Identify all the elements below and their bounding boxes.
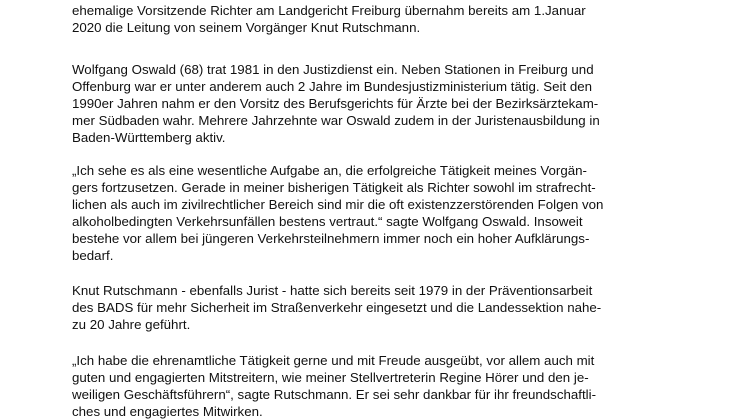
paragraph-4-line-3: zu 20 Jahre geführt. [72, 317, 191, 332]
paragraph-3-line-4: alkoholbedingten Verkehrsunfällen bestens vertraut.“ sagte Wolfgang Oswald. Insoweit [72, 214, 583, 229]
paragraph-2-line-3: 1990er Jahren nahm er den Vorsitz des Berufsgerichts für Ärzte bei der Bezirksärztekam- [72, 96, 599, 111]
paragraph-3-line-2: gers fortzusetzen. Gerade in meiner bisherigen Tätigkeit als Richter sowohl im strafrecht- [72, 180, 596, 195]
paragraph-5-line-2: guten und engagierten Mitstreitern, wie meiner Stellvertreterin Regine Hörer und den je- [72, 370, 589, 385]
paragraph-5-line-3: weiligen Geschäftsführern“, sagte Rutschmann. Er sei sehr dankbar für ihr freundschaftli- [72, 387, 596, 402]
paragraph-4-line-2: des BADS für mehr Sicherheit im Straßenverkehr eingesetzt und die Landessektion nahe- [72, 300, 602, 315]
paragraph-2-line-1: Wolfgang Oswald (68) trat 1981 in den Justizdienst ein. Neben Stationen in Freiburg und [72, 62, 594, 77]
paragraph-2-line-2: Offenburg war er unter anderem auch 2 Jahre im Bundesjustizministerium tätig. Seit den [72, 79, 593, 94]
paragraph-3-line-1: „Ich sehe es als eine wesentliche Aufgabe an, die erfolgreiche Tätigkeit meines Vorgän- [72, 163, 587, 178]
paragraph-2-line-4: mer Südbaden wahr. Mehrere Jahrzehnte war Oswald zudem in der Juristenausbildung in [72, 113, 600, 128]
paragraph-5-line-4: ches und engagiertes Mitwirken. [72, 404, 263, 419]
paragraph-1-line-1: ehemalige Vorsitzende Richter am Landgericht Freiburg übernahm bereits am 1.Januar [72, 3, 586, 18]
paragraph-3-line-5: bestehe vor allem bei jüngeren Verkehrsteilnehmern immer noch ein hoher Aufklärungs- [72, 231, 590, 246]
paragraph-1-line-2: 2020 die Leitung von seinem Vorgänger Knut Rutschmann. [72, 20, 421, 35]
paragraph-5-line-1: „Ich habe die ehrenamtliche Tätigkeit gerne und mit Freude ausgeübt, vor allem auch mit [72, 353, 595, 368]
paragraph-3-line-3: lichen als auch im zivilrechtlicher Bereich sind mir die oft existenzzerstörenden Folgen von [72, 197, 604, 212]
paragraph-4-line-1: Knut Rutschmann - ebenfalls Jurist - hatte sich bereits seit 1979 in der Präventionsarbeit [72, 283, 593, 298]
paragraph-3-line-6: bedarf. [72, 248, 114, 263]
paragraph-2-line-5: Baden-Württemberg aktiv. [72, 130, 226, 145]
